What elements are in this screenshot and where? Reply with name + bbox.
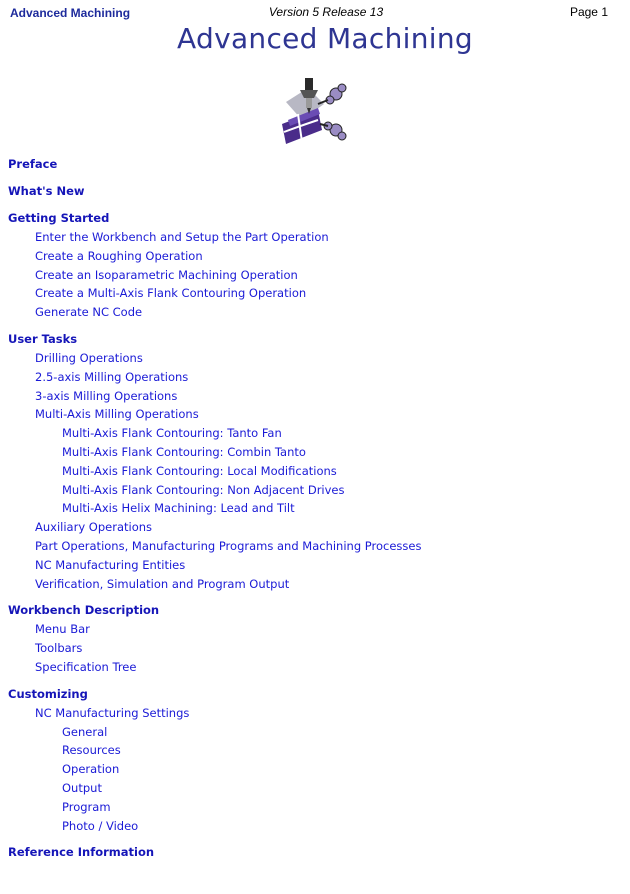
toc-item-link[interactable]: Create a Roughing Operation (35, 248, 203, 263)
toc-item-link[interactable]: Program (62, 799, 111, 814)
toc-section-link[interactable]: What's New (8, 184, 85, 198)
toc-section (8, 209, 630, 322)
toc-item-link[interactable]: Output (62, 780, 102, 795)
toc-item-link[interactable]: Generate NC Code (35, 305, 143, 320)
toc-item-link[interactable]: Part Operations, Manufacturing Programs and Machining Processes (35, 538, 422, 553)
toc-section-link[interactable]: Customizing (8, 686, 88, 701)
toc-section (8, 685, 630, 836)
toc-section-link[interactable]: Reference Information (8, 845, 155, 860)
toc-item-link[interactable]: Drilling Operations (35, 350, 143, 365)
toc-section-link[interactable]: Workbench Description (8, 603, 160, 618)
toc-item-link[interactable]: Toolbars (35, 641, 83, 656)
toc-section (8, 330, 630, 593)
toc-item-link[interactable]: NC Manufacturing Settings (35, 705, 190, 720)
toc-item-link[interactable]: Multi-Axis Flank Contouring: Non Adjacent Drives (62, 482, 345, 497)
header-page-number: Page 1 (569, 5, 608, 19)
toc-item-link[interactable]: Multi-Axis Flank Contouring: Tanto Fan (62, 426, 282, 441)
toc-item-link[interactable]: Verification, Simulation and Program Output (35, 576, 290, 591)
toc-section (8, 843, 630, 862)
toc-item-link[interactable]: Multi-Axis Helix Machining: Lead and Tilt (62, 501, 295, 516)
header-version: Version 5 Release 13 (268, 5, 384, 19)
toc-section (8, 182, 630, 201)
toc-item-link[interactable]: NC Manufacturing Entities (35, 557, 186, 572)
milling-tool-icon (278, 74, 352, 148)
toc-item-link[interactable]: Photo / Video (62, 818, 139, 833)
toc-item-link[interactable]: Create a Multi-Axis Flank Contouring Operation (35, 286, 307, 301)
toc-item-link[interactable]: Resources (62, 743, 121, 758)
toc-item-link[interactable]: Multi-Axis Milling Operations (35, 407, 199, 422)
toc-item-link[interactable]: 2.5-axis Milling Operations (35, 369, 189, 384)
toc-section-link[interactable]: Preface (8, 157, 58, 171)
toc-item-link[interactable]: Create an Isoparametric Machining Operation (35, 267, 298, 282)
header-doc-title: Advanced Machining (10, 6, 131, 20)
page-title: Advanced Machining (177, 22, 473, 55)
toc-section-link[interactable]: User Tasks (8, 331, 78, 346)
toc-item-link[interactable]: Menu Bar (35, 622, 90, 637)
toc-item-link[interactable]: Operation (62, 762, 120, 777)
toc-item-link[interactable]: Enter the Workbench and Setup the Part Operation (35, 230, 329, 244)
toc-section (8, 155, 630, 174)
toc-item-link[interactable]: General (62, 724, 108, 739)
toc-item-link[interactable]: 3-axis Milling Operations (35, 388, 178, 403)
toc-section (8, 601, 630, 676)
toc-item-link[interactable]: Auxiliary Operations (35, 520, 153, 535)
toc-section-link[interactable]: Getting Started (8, 211, 110, 225)
table-of-contents (8, 152, 630, 862)
toc-item-link[interactable]: Multi-Axis Flank Contouring: Local Modifications (62, 463, 337, 478)
toc-item-link[interactable]: Specification Tree (35, 659, 137, 674)
toc-item-link[interactable]: Multi-Axis Flank Contouring: Combin Tanto (62, 444, 306, 459)
